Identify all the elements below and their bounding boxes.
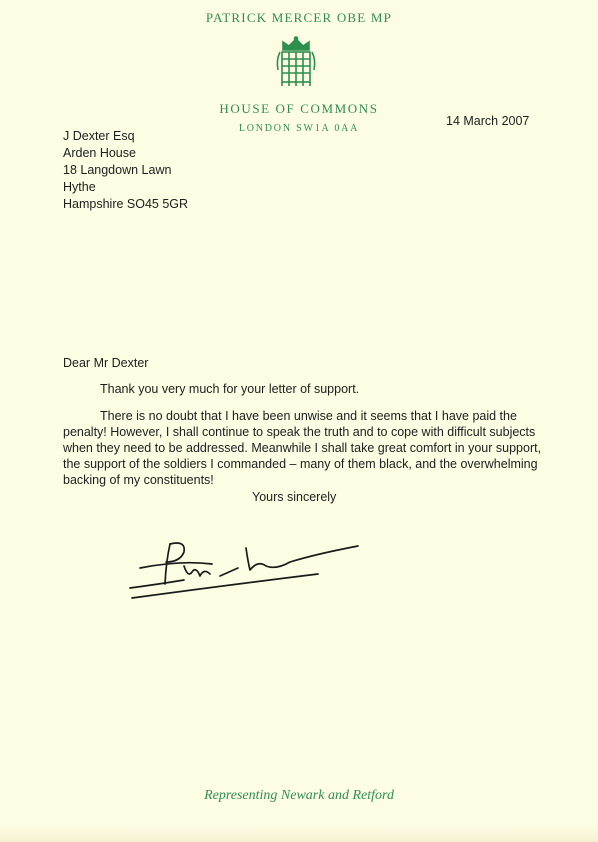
body-paragraph-1: Thank you very much for your letter of support. bbox=[100, 382, 360, 396]
handwritten-signature bbox=[120, 532, 370, 607]
paper-edge bbox=[0, 826, 598, 842]
address-line: Hampshire SO45 5GR bbox=[63, 197, 189, 211]
closing: Yours sincerely bbox=[252, 490, 337, 504]
letterhead-address: LONDON SW1A 0AA bbox=[238, 123, 360, 134]
letterhead-house: HOUSE OF COMMONS bbox=[219, 101, 379, 116]
letter-date: 14 March 2007 bbox=[446, 114, 530, 128]
paragraph-line: backing of my constituents! bbox=[63, 473, 214, 487]
salutation: Dear Mr Dexter bbox=[63, 356, 149, 370]
paragraph-line: the support of the soldiers I commanded – many of them black, and the overwhelming bbox=[63, 457, 538, 471]
address-line: 18 Langdown Lawn bbox=[63, 163, 172, 177]
letterhead-footer: Representing Newark and Retford bbox=[204, 788, 394, 803]
address-line: J Dexter Esq bbox=[63, 129, 135, 143]
recipient-address bbox=[63, 128, 188, 213]
portcullis-icon bbox=[273, 36, 319, 92]
paragraph-line: when they need to be addressed. Meanwhile I shall take great comfort in your support, bbox=[63, 441, 542, 455]
address-line: Arden House bbox=[63, 146, 136, 160]
address-line: Hythe bbox=[63, 180, 96, 194]
letterhead-name: PATRICK MERCER OBE MP bbox=[205, 10, 393, 25]
body-paragraph-2 bbox=[63, 408, 542, 488]
paragraph-line: There is no doubt that I have been unwise and it seems that I have paid the bbox=[100, 409, 517, 423]
paragraph-line: penalty! However, I shall continue to speak the truth and to cope with difficult subjects bbox=[63, 425, 536, 439]
